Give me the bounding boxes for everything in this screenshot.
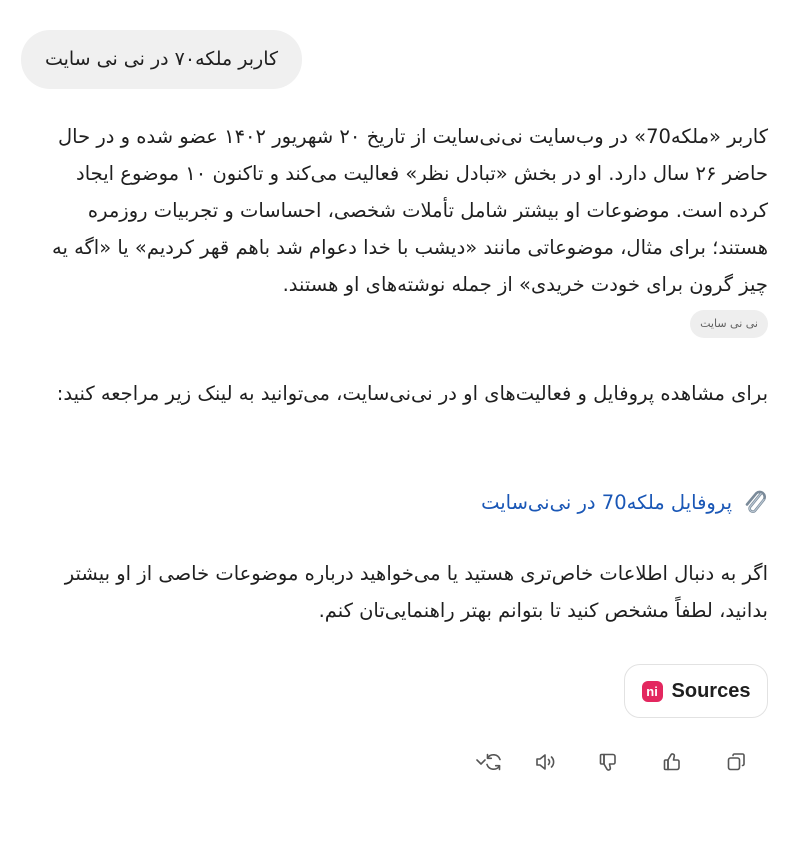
regenerate-icon <box>472 751 506 773</box>
sources-button[interactable] <box>624 664 768 718</box>
profile-link-text[interactable]: پروفایل ملکه70 در نی‌نی‌سایت <box>481 490 732 514</box>
sources-label: Sources <box>671 679 751 702</box>
answer-paragraph-1: کاربر «ملکه70» در وب‌سایت نی‌نی‌سایت از تاریخ ۲۰ شهریور ۱۴۰۲ عضو شده و در حال حاضر ۲۶ سال دارد. او در بخش «تبادل نظر» فعالیت می‌کند و تاکنون ۱۰ موضوع ایجاد کرده است. موضوعات او بیشتر شامل تأملات شخصی، احساسات و تجربیات روزمره هستند؛ برای مثال، موضوعاتی مانند «دیشب با خدا دعوام شد باهم قهر کردیم» یا «اگه یه چیز گرون برای خودت خریدی» از جمله نوشته‌های او هستند. <box>51 125 768 296</box>
source-citation-tag[interactable]: نی نی سایت <box>690 310 768 338</box>
thumbs-up-button[interactable] <box>654 744 690 780</box>
read-aloud-icon <box>534 751 556 773</box>
thumbs-down-button[interactable] <box>590 744 626 780</box>
answer-paragraph-2: برای مشاهده پروفایل و فعالیت‌های او در نی‌نی‌سایت، می‌توانید به لینک زیر مراجعه کنید: <box>56 382 768 405</box>
regenerate-button[interactable] <box>469 744 509 780</box>
answer-paragraph-3: اگر به دنبال اطلاعات خاص‌تری هستید یا می‌خواهید درباره موضوعات خاصی از او بیشتر بدانید، لطفاً مشخص کنید تا بتوانم بهتر راهنمایی‌تان کنم. <box>64 562 768 622</box>
thumbs-up-icon <box>661 751 683 773</box>
user-message-bubble <box>21 30 302 89</box>
paperclip-icon <box>742 489 768 515</box>
user-message-text: کاربر ملکه۷۰ در نی نی سایت <box>44 48 279 70</box>
thumbs-down-icon <box>597 751 619 773</box>
profile-link[interactable] <box>481 483 768 521</box>
copy-icon <box>725 751 747 773</box>
ninisite-logo-icon: ni <box>642 681 663 702</box>
copy-button[interactable] <box>718 744 754 780</box>
read-aloud-button[interactable] <box>527 744 563 780</box>
